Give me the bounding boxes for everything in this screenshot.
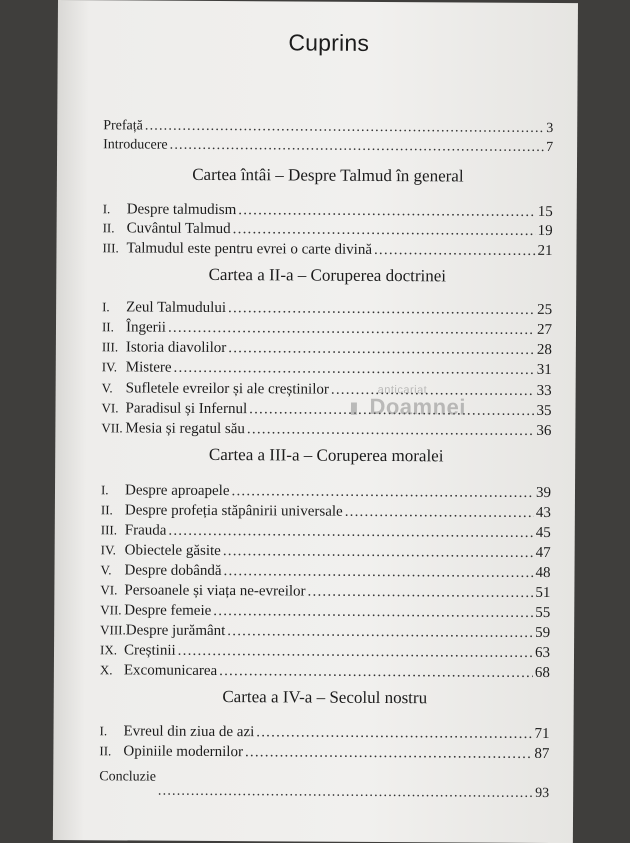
entry-number: I.: [100, 482, 109, 498]
entry-number: III.: [101, 339, 119, 355]
entry-label: Despre jurământ: [125, 622, 226, 640]
entry-number: VI.: [101, 400, 119, 416]
leader-dots: [374, 240, 536, 261]
toc-entry: [100, 600, 550, 623]
entry-page: 43: [535, 504, 551, 522]
entry-number: II.: [99, 743, 112, 759]
toc-entry-concluzie: [99, 767, 549, 804]
book-page: [53, 0, 578, 843]
entry-label: Mistere: [125, 359, 172, 376]
entry-label: Despre profeția stăpânirii universale: [124, 502, 343, 520]
leader-dots: [228, 338, 535, 360]
entry-page: 36: [536, 422, 552, 440]
entry-label: Îngerii: [125, 319, 167, 336]
entry-page: 51: [535, 584, 551, 602]
leader-dots: [233, 219, 536, 241]
leader-dots: [178, 641, 533, 663]
toc-entry: [100, 640, 550, 663]
leader-dots: [168, 318, 535, 340]
watermark-logo: [349, 384, 509, 445]
watermark-top-text: anticariat: [377, 383, 428, 397]
toc-entry: [99, 721, 549, 744]
section-heading: Cartea a II-a – Coruperea doctrinei: [208, 264, 447, 286]
entry-page: 48: [535, 564, 551, 582]
entry-page: 63: [534, 644, 551, 662]
entry-number: VII.: [100, 602, 122, 618]
entry-number: V.: [100, 562, 112, 578]
leader-dots: [245, 742, 533, 764]
entry-label: Paradisul și Infernul: [125, 400, 248, 418]
section-heading: Cartea a III-a – Coruperea moralei: [208, 444, 444, 466]
entry-page: 33: [536, 382, 552, 400]
entry-number: II.: [101, 319, 114, 335]
entry-number: I.: [99, 723, 108, 739]
entry-number: IV.: [100, 542, 116, 558]
entry-number: X.: [99, 662, 113, 678]
leader-dots: [227, 621, 533, 643]
toc-entry: [101, 540, 551, 563]
entry-label: Zeul Talmudului: [126, 299, 227, 317]
leader-dots: [174, 358, 535, 380]
toc-entry: [102, 238, 552, 261]
leader-dots: [168, 521, 533, 543]
entry-label: Istoria diavolilor: [125, 339, 227, 357]
watermark-main-text: Doamnei: [369, 393, 467, 420]
entry-number: V.: [101, 380, 113, 396]
entry-label: Sufletele evreilor și ale creștinilor: [125, 380, 329, 398]
toc-entry: [102, 337, 552, 360]
section-heading: Cartea întâi – Despre Talmud în general: [192, 164, 464, 186]
entry-page: 47: [535, 544, 551, 562]
toc-entry: [99, 741, 549, 764]
entry-page: 3: [546, 120, 554, 137]
toc-entry-introducere: [103, 135, 553, 158]
entry-page: 93: [535, 785, 550, 802]
entry-label: Despre femeie: [124, 602, 212, 619]
section-heading: Cartea a IV-a – Secolul nostru: [222, 687, 428, 708]
entry-label: Opiniile modernilor: [123, 743, 244, 761]
entry-label: Frauda: [124, 522, 167, 539]
toc-entry: [100, 580, 550, 603]
toc-entry: [100, 660, 550, 683]
entry-number: VIII.: [100, 622, 126, 638]
entry-number: VII.: [101, 420, 123, 436]
entry-page: 7: [546, 139, 554, 156]
entry-page: 35: [536, 402, 552, 420]
toc-entry: [101, 480, 551, 503]
entry-number: II.: [102, 220, 115, 236]
entry-number: IX.: [99, 642, 118, 658]
entry-page: 55: [535, 604, 551, 622]
entry-label: Mesia și regatul său: [125, 420, 245, 438]
entry-page: 39: [535, 484, 552, 502]
entry-page: 68: [534, 664, 550, 682]
entry-page: 25: [537, 301, 553, 319]
entry-label: Cuvântul Talmud: [126, 220, 231, 238]
toc-entry: [101, 500, 551, 523]
entry-page: 15: [537, 203, 553, 221]
entry-label: Talmudul este pentru evrei o carte divină: [126, 240, 373, 258]
leader-dots: [170, 136, 545, 158]
page-title: Cuprins: [288, 29, 370, 56]
entry-label: Excomunicarea: [123, 662, 218, 679]
entry-label: Evreul din ziua de azi: [123, 723, 255, 741]
book-icon: ▮: [349, 399, 359, 417]
leader-dots: [219, 661, 533, 683]
leader-dots: [231, 481, 534, 503]
entry-page: 59: [535, 624, 551, 642]
entry-label: Despre dobândă: [124, 562, 222, 580]
entry-page: 71: [534, 725, 550, 743]
leader-dots: [158, 782, 533, 804]
toc-entry: [102, 357, 552, 380]
toc-entry: [102, 297, 552, 320]
entry-page: 27: [536, 321, 553, 339]
toc-entry: [102, 317, 552, 340]
entry-page: 19: [537, 222, 553, 240]
toc-entry: [103, 218, 553, 241]
leader-dots: [223, 541, 534, 563]
entry-page: 45: [535, 524, 551, 542]
entry-page: 21: [537, 242, 553, 260]
toc-entry: [100, 560, 550, 583]
entry-number: I.: [102, 201, 111, 217]
entry-label: Introducere: [103, 137, 168, 153]
leader-dots: [228, 298, 535, 320]
entry-number: III.: [102, 240, 119, 256]
entry-page: 87: [534, 745, 550, 763]
entry-label: Despre talmudism: [126, 201, 237, 219]
entry-label: Obiectele găsite: [124, 542, 221, 560]
toc-entry: [101, 520, 551, 543]
entry-number: II.: [100, 502, 113, 518]
entry-label: Persoanele și viața ne-evreilor: [124, 582, 306, 600]
entry-page: 31: [536, 361, 552, 379]
entry-number: I.: [102, 299, 110, 315]
table-of-contents: [99, 0, 554, 843]
entry-label: Despre aproapele: [124, 482, 230, 500]
entry-label: Concluzie: [99, 769, 157, 785]
leader-dots: [345, 502, 534, 523]
entry-label: Creștinii: [123, 642, 176, 659]
entry-number: III.: [100, 522, 118, 538]
leader-dots: [224, 561, 534, 583]
leader-dots: [213, 601, 533, 623]
entry-number: IV.: [101, 359, 118, 375]
entry-label: Prefață: [103, 118, 143, 134]
toc-entry: [100, 620, 550, 643]
leader-dots: [256, 722, 532, 744]
entry-page: 28: [536, 341, 552, 359]
leader-dots: [308, 582, 534, 603]
entry-number: VI.: [100, 582, 118, 598]
